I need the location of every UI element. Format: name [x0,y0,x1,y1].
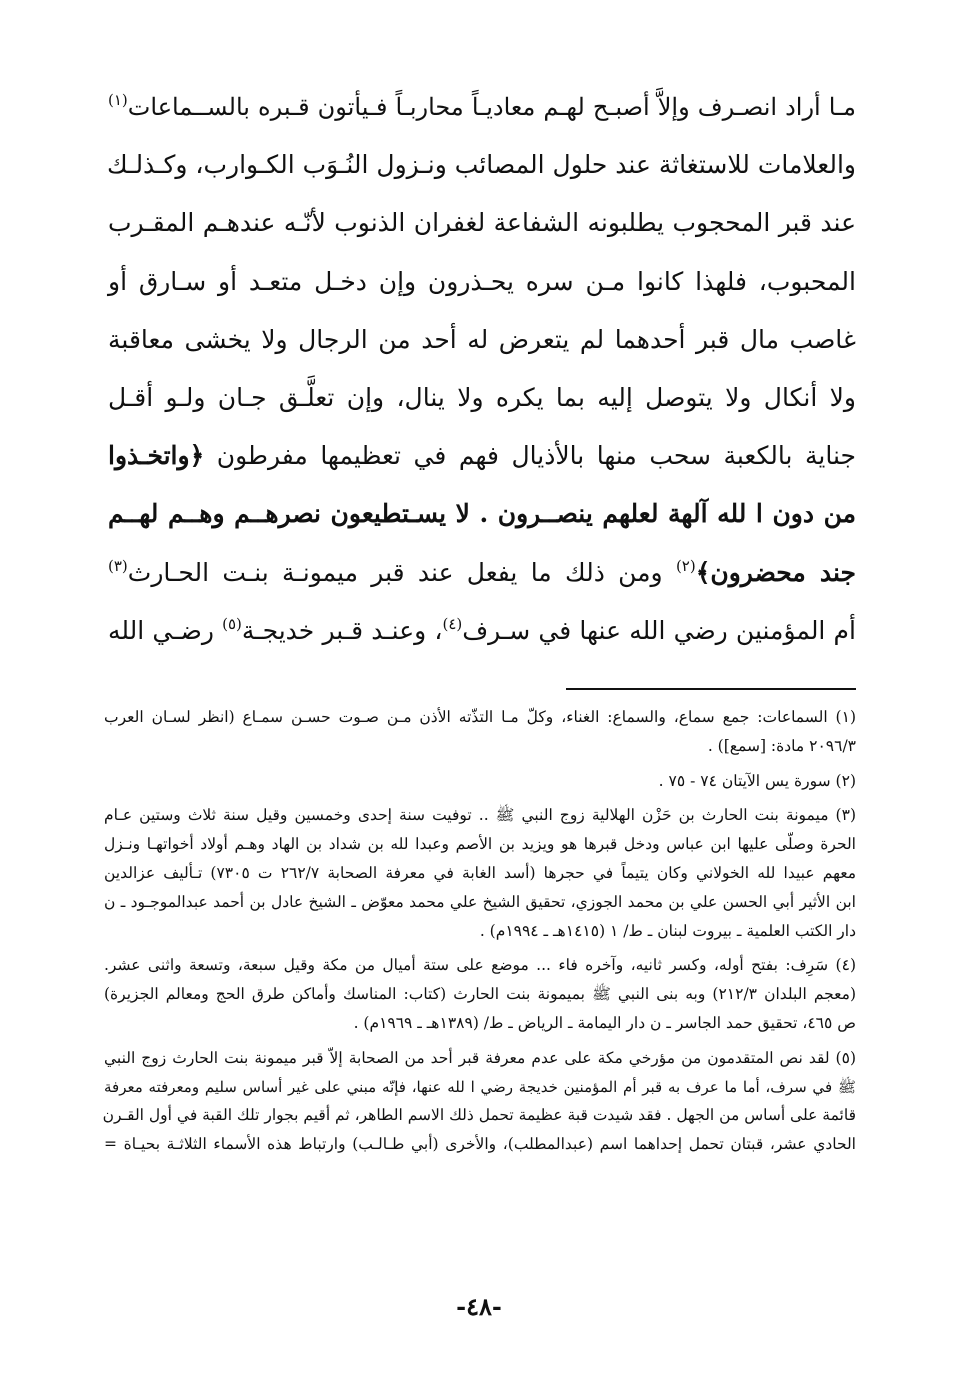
footnote-line: ﷺ في سرف، أما ما عرف به قبر أم المؤمنين خديجة رضي ا لله عنها، فإنّه مبني على غير أساس سليم ومعرفته معرفة [104,1077,856,1096]
text-line [108,253,856,311]
footnote-line: (٤) سَرِف: بفتح أوله، وكسر ثانيه، وآخره فاء ... موضع على ستة أميال من مكة وقيل سبعة، وتسعة واثنى عشر. [104,956,856,975]
footnote-ref: (٢) [675,556,696,575]
main-text [108,78,856,660]
footnote-5 [104,1044,856,1159]
text-run: مـا أراد انصـرف وإلاَّ أصبـح لهـم معاديـاً محاربـاً فـيأتون قـبره بالســماعات [127,93,857,121]
text-run: جناية بالكعبة سحب منها بالأذيال فهم في تعظيمها مفرطون [216,441,857,471]
quran-quote: ﴿واتخـذوا [108,441,205,471]
footnote-separator [566,688,856,690]
text-run: عند قبر المحجوب يطلبونه الشفاعة لغفران الذنوب لأنّـه عندهـم المقـرب [108,208,856,238]
quran-quote: من دون ا لله آلهة لعلهم ينصــرون . لا يسـتطيعون نصرهــم وهــم لهــم [108,499,856,529]
text-line [108,602,856,660]
footnote-line: (٥) لقد نص المتقدمون من مؤرخي مكة على عدم معرفة قبر أحد من الصحابة إلاّ قبر ميمونة بنت الحارث زوج النبي [104,1048,856,1067]
footnote-line: قائمة على أساس من الجهل . فقد شيدت قبة عظيمة تحمل ذلك الاسم الطاهر، ثم أقيم بجوار تلك القبة في أول القـرن [102,1106,856,1125]
text-line [108,485,856,543]
footnote-line: (١) السماعات: جمع سماع، والسماع: الغناء، وكلّ مـا التذّته الأذن مـن صـوت حسـن سمـاع (انظر لسـان العرب [104,708,856,726]
footnote-2 [104,767,856,796]
footnote-3 [104,801,856,945]
text-line [108,544,856,602]
footnote-ref: (٣) [108,556,128,575]
text-line [108,311,856,369]
text-run: ومن ذلك ما يفعل عند قبر ميمونـة بنـت الحـارث [127,557,676,587]
footnote-ref: (٤) [442,614,463,633]
page-number: -٤٨- [456,1292,502,1321]
footnote-ref: (٥) [222,614,242,633]
footnote-line: (معجم البلدان ٢١٢/٣) وبه بنى النبي ﷺ بميمونة بنت الحارث (كتاب: المناسك وأماكن طرق الحج ومعالم الجزيرة) [104,985,856,1004]
footnote-line: الحرة وصلّى عليها ابن عباس ودخل قبرها هو ويزيد بن الأصم وعبدا لله بن شداد بن الهاد وهـم أولاد أخواتهـا ونـزل [104,835,856,854]
footnote-line: الحادي عشر، قبتان تحمل إحداهما اسم (عبدالمطلب)، والأخرى (أبي طـالـب) وارتباط هذه الأسماء الثلاثـة بحيـاة = [104,1135,856,1154]
text-line [108,136,856,194]
footnote-ref: (١) [108,91,128,109]
footnote-line: دار الكتب العلمية ـ بيروت لبنان ـ ط/ ١ (١٤١٥هـ ـ ١٩٩٤م) . [479,921,856,940]
footnote-line: ابن الأثير أبي الحسن علي بن محمد الجوزي، تحقيق الشيخ علي محمد معوّض ـ الشيخ عادل بن أحمد عبدالموجـود ـ ن [104,892,856,911]
text-run: ، وعنـد قـبر خديجـة [241,615,443,645]
text-line [108,194,856,252]
text-run: المحبوب، فلهذا كانوا مـن سره يحـذرون وإن دخـل متعـد أو سـارق أو [108,266,856,296]
footnote-1 [104,703,856,761]
footnote-line: معهم عبيدا لله الخولاني وكان يتيماً في حجرها (أسد الغابة في معرفة الصحابة ٢٦٢/٧ ت ٧٣٠٥) تـأليف عزالدين [104,863,856,882]
text-run: أم المؤمنين رضي الله عنها في سـرف [462,615,856,645]
footnotes [104,703,856,1159]
footnote-line: (٣) ميمونة بنت الحارث بن حَزْن الهلالية زوج النبي ﷺ .. توفيت سنة إحدى وخمسين وقيل سنة ثلاث وستين عـام [104,806,856,825]
text-run: ولا أنكال ولا يتوصل إليه بما يكره ولا ينال، وإن تعلَّـق جـان ولـو أقـل [108,382,856,412]
footnote-line: (٢) سورة يس الآيتان ٧٤ - ٧٥ . [658,771,856,790]
text-run: غاصب مال قبر أحدهما لم يتعرض له أحد من الرجال ولا يخشى معاقبة [108,324,856,354]
text-line [108,427,856,485]
footnote-line: ص ٤٦٥، تحقيق حمد الجاسر ـ ن دار اليمامة ـ الرياض ـ ط/ (١٣٨٩هـ ـ ١٩٦٩م) . [353,1013,856,1032]
quran-quote: جند محضرون﴾ [695,557,856,587]
footnote-4 [104,951,856,1037]
footnote-line: ٢٠٩٦/٣ مادة: [سمع]) . [707,736,856,755]
text-line [108,369,856,427]
text-line [108,78,856,136]
text-run: والعلامات للاستغاثة عند حلول المصائب ونـزول النُـوَب الكـوارب، وكـذلـك [107,150,856,180]
text-run: رضـي الله [108,615,223,645]
